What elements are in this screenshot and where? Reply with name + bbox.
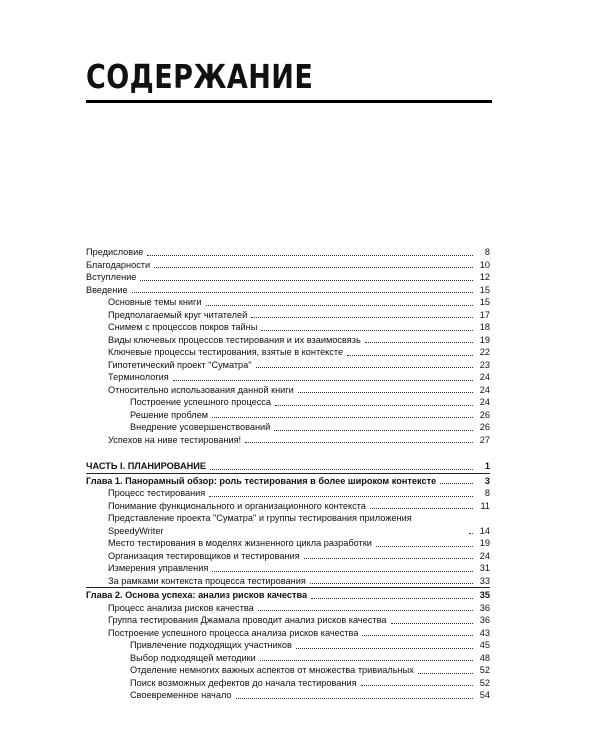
toc-entry[interactable] xyxy=(86,259,490,272)
toc-entry[interactable] xyxy=(86,677,490,690)
toc-entry[interactable] xyxy=(86,246,490,259)
toc-entry-page-number: 12 xyxy=(479,272,490,282)
dot-leader xyxy=(347,355,473,356)
dot-leader xyxy=(275,405,473,406)
toc-entry-title: Успехов на ниве тестирования! xyxy=(108,434,242,445)
toc-entry[interactable] xyxy=(86,562,490,575)
toc-section-entry[interactable] xyxy=(86,473,490,488)
toc-entry-page-number: 26 xyxy=(479,422,490,432)
toc-entry-title: Измерения управления xyxy=(108,563,209,573)
toc-entry-title: Терминология xyxy=(108,372,169,382)
dot-leader xyxy=(391,623,474,624)
toc-entry-page-number: 10 xyxy=(479,259,490,270)
toc-entry[interactable] xyxy=(86,602,490,615)
toc-entry[interactable] xyxy=(86,396,490,409)
toc-entry-title: Процесс анализа рисков качества xyxy=(108,602,254,613)
toc-entry-page-number: 3 xyxy=(484,475,490,486)
dot-leader xyxy=(147,255,473,256)
toc-entry[interactable] xyxy=(86,575,490,588)
toc-entry[interactable] xyxy=(86,689,490,702)
dot-leader xyxy=(173,380,473,381)
dot-leader xyxy=(440,483,473,484)
table-of-contents xyxy=(86,246,490,702)
toc-entry[interactable] xyxy=(86,384,490,397)
toc-entry-title: Поиск возможных дефектов до начала тестирования xyxy=(130,677,357,688)
toc-entry-title: За рамками контекста процесса тестирования xyxy=(108,575,306,586)
toc-entry-title: Благодарности xyxy=(86,259,151,270)
toc-entry-page-number: 52 xyxy=(479,677,490,688)
dot-leader xyxy=(251,317,473,318)
toc-entry-title: Снимем с процессов покров тайны xyxy=(108,322,258,332)
dot-leader xyxy=(310,583,473,584)
dot-leader xyxy=(260,660,473,661)
toc-entry-page-number: 15 xyxy=(479,284,490,295)
toc-entry[interactable] xyxy=(86,346,490,359)
dot-leader xyxy=(210,469,473,470)
toc-entry-page-number: 26 xyxy=(479,409,490,420)
toc-entry-title: Глава 2. Основа успеха: анализ рисков качества xyxy=(86,590,308,600)
section-gap xyxy=(86,446,490,460)
dot-leader xyxy=(261,330,473,331)
toc-entry-page-number: 1 xyxy=(484,461,490,471)
toc-entry-title: Гипотетический проект "Суматра" xyxy=(108,359,252,370)
toc-entry[interactable] xyxy=(86,487,490,500)
dot-leader xyxy=(296,648,473,649)
toc-entry-title: Представление проекта "Суматра" и группы тестирования приложения SpeedyWriter xyxy=(108,513,412,536)
toc-entry-title: Внедрение усовершенствований xyxy=(130,422,271,432)
toc-entry-page-number: 24 xyxy=(479,550,490,561)
dot-leader xyxy=(236,698,473,699)
toc-entry[interactable] xyxy=(86,309,490,322)
toc-entry[interactable] xyxy=(86,409,490,422)
title-rule xyxy=(86,100,492,103)
dot-leader xyxy=(209,496,473,497)
toc-entry-title: Организация тестировщиков и тестирования xyxy=(108,550,300,561)
toc-entry-title: Ключевые процессы тестирования, взятые в контексте xyxy=(108,347,344,357)
toc-entry[interactable] xyxy=(86,550,490,563)
toc-entry[interactable] xyxy=(86,434,490,447)
toc-entry-title: Предполагаемый круг читателей xyxy=(108,309,248,320)
toc-entry-page-number: 43 xyxy=(479,627,490,638)
toc-entry-title: Построение успешного процесса xyxy=(130,397,272,407)
toc-entry-page-number: 23 xyxy=(479,359,490,370)
dot-leader xyxy=(132,292,473,293)
dot-leader xyxy=(206,305,473,306)
dot-leader xyxy=(418,673,473,674)
toc-entry-title: Решение проблем xyxy=(130,409,209,420)
toc-entry[interactable] xyxy=(86,321,490,334)
toc-entry[interactable] xyxy=(86,500,490,513)
toc-entry-title: Предисловие xyxy=(86,247,144,257)
toc-entry[interactable] xyxy=(86,296,490,309)
toc-entry-page-number: 18 xyxy=(479,322,490,332)
toc-entry-page-number: 54 xyxy=(479,690,490,700)
toc-entry[interactable] xyxy=(86,639,490,652)
toc-entry-title: Основные темы книги xyxy=(108,297,202,307)
toc-entry-page-number: 17 xyxy=(479,309,490,320)
toc-entry-page-number: 11 xyxy=(480,500,490,511)
toc-entry-page-number: 35 xyxy=(479,590,490,600)
toc-entry-title: Понимание функционального и организационного контекста xyxy=(108,500,366,511)
toc-entry-page-number: 19 xyxy=(479,334,490,345)
dot-leader xyxy=(258,610,473,611)
dot-leader xyxy=(245,442,473,443)
dot-leader xyxy=(370,508,473,509)
toc-entry-page-number: 22 xyxy=(479,347,490,357)
dot-leader xyxy=(362,635,473,636)
dot-leader xyxy=(212,571,473,572)
toc-entry[interactable] xyxy=(86,271,490,284)
toc-entry-page-number: 48 xyxy=(479,652,490,663)
dot-leader xyxy=(361,685,473,686)
toc-entry-title: Относительно использования данной книги xyxy=(108,384,294,395)
dot-leader xyxy=(311,598,473,599)
toc-entry[interactable] xyxy=(86,664,490,677)
toc-entry[interactable] xyxy=(86,512,490,537)
toc-entry-title: Глава 1. Панорамный обзор: роль тестирования в более широком контексте xyxy=(86,475,437,486)
toc-entry[interactable] xyxy=(86,371,490,384)
toc-entry[interactable] xyxy=(86,652,490,665)
toc-entry-page-number: 45 xyxy=(479,640,490,650)
toc-entry-title: Процесс тестирования xyxy=(108,488,206,498)
toc-entry-page-number: 8 xyxy=(484,247,490,257)
dot-leader xyxy=(469,533,473,534)
dot-leader xyxy=(365,342,473,343)
toc-entry-page-number: 27 xyxy=(479,434,490,445)
toc-entry-title: Отделение немногих важных аспектов от множества тривиальных xyxy=(130,665,414,675)
toc-entry-title: Виды ключевых процессов тестирования и их взаимосвязь xyxy=(108,334,361,345)
toc-entry-title: Группа тестирования Джамала проводит анализ рисков качества xyxy=(108,615,387,625)
toc-entry-title: Своевременное начало xyxy=(130,690,232,700)
toc-section-entry[interactable] xyxy=(86,460,490,473)
toc-entry-title: Привлечение подходящих участников xyxy=(130,640,292,650)
toc-entry[interactable] xyxy=(86,421,490,434)
dot-leader xyxy=(212,417,473,418)
toc-entry-title: Место тестирования в моделях жизненного цикла разработки xyxy=(108,538,372,548)
dot-leader xyxy=(298,392,473,393)
toc-entry-page-number: 31 xyxy=(479,563,490,573)
toc-entry-title: ЧАСТЬ I. ПЛАНИРОВАНИЕ xyxy=(86,461,206,471)
toc-entry[interactable] xyxy=(86,614,490,627)
toc-entry-title: Вступление xyxy=(86,272,137,282)
dot-leader xyxy=(154,267,473,268)
toc-entry[interactable] xyxy=(86,627,490,640)
dot-leader xyxy=(376,546,473,547)
toc-entry-page-number: 24 xyxy=(479,397,490,407)
toc-entry-title: Выбор подходящей методики xyxy=(130,652,256,663)
dot-leader xyxy=(140,280,473,281)
toc-entry-page-number: 8 xyxy=(484,488,490,498)
toc-section-entry[interactable] xyxy=(86,587,490,602)
page-title: СОДЕРЖАНИЕ xyxy=(86,57,314,96)
toc-entry-page-number: 52 xyxy=(479,665,490,675)
toc-entry-page-number: 36 xyxy=(479,615,490,625)
toc-entry-title: Построение успешного процесса анализа рисков качества xyxy=(108,627,359,638)
toc-entry-page-number: 36 xyxy=(479,602,490,613)
dot-leader xyxy=(304,558,473,559)
toc-entry-title: Введение xyxy=(86,284,128,295)
dot-leader xyxy=(256,367,473,368)
toc-entry[interactable] xyxy=(86,359,490,372)
toc-entry[interactable] xyxy=(86,284,490,297)
dot-leader xyxy=(274,430,473,431)
toc-entry-page-number: 24 xyxy=(479,372,490,382)
toc-entry-page-number: 19 xyxy=(479,538,490,548)
toc-entry-page-number: 24 xyxy=(479,384,490,395)
toc-entry[interactable] xyxy=(86,537,490,550)
toc-entry[interactable] xyxy=(86,334,490,347)
toc-entry-page-number: 15 xyxy=(479,297,490,307)
toc-entry-page-number: 14 xyxy=(479,525,490,536)
toc-entry-page-number: 33 xyxy=(479,575,490,586)
